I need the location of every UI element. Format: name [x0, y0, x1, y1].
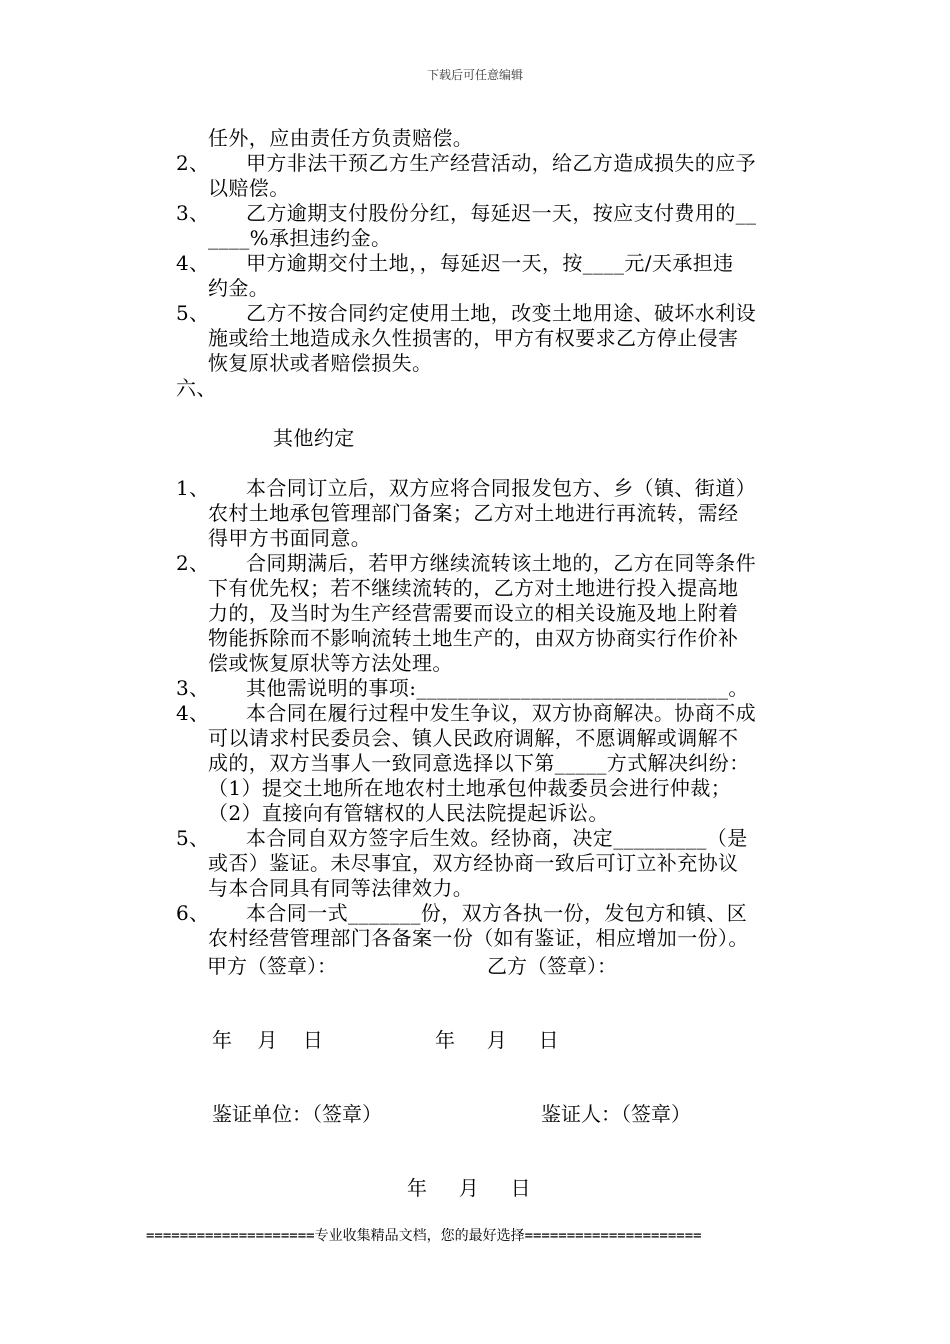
clause-number: 2、 — [176, 151, 210, 175]
clause-number: 3、 — [176, 201, 210, 225]
clause-item — [176, 676, 812, 701]
clause-line: 本合同自双方签字后生效。经协商，决定_________（是 — [246, 826, 748, 850]
page-footer: ====================专业收集精品文档，您的最好选择===================== — [146, 1228, 702, 1244]
clause-line: 施或给土地造成永久性损害的，甲方有权要求乙方停止侵害 — [208, 326, 739, 350]
clause-item — [176, 251, 812, 301]
clause-line: 或否）鉴证。未尽事宜，双方经协商一致后可订立补充协议 — [208, 851, 739, 875]
clause-line: 与本合同具有同等法律效力。 — [208, 876, 474, 900]
party-b-date: 年 月 日 — [435, 1028, 559, 1052]
clause-line: （1）提交土地所在地农村土地承包仲裁委员会进行仲裁； — [208, 776, 732, 800]
clause-item — [176, 301, 812, 376]
clause-line: 力的，及当时为生产经营需要而设立的相关设施及地上附着 — [208, 601, 739, 625]
verify-date: 年 月 日 — [407, 1176, 531, 1200]
clause-line: 本合同订立后，双方应将合同报发包方、乡（镇、街道） — [246, 476, 756, 500]
clause-number: 5、 — [176, 301, 210, 325]
clause-line: 约金。 — [208, 276, 270, 300]
other-terms-items — [176, 476, 812, 951]
clause-line: 恢复原状或者赔偿损失。 — [208, 351, 433, 375]
clause-line: 乙方逾期支付股份分红，每延迟一天，按应支付费用的__ — [246, 201, 757, 225]
clause-line: 本合同在履行过程中发生争议，双方协商解决。协商不成 — [246, 701, 756, 725]
section-heading-other — [176, 376, 812, 476]
clause-item — [176, 701, 812, 826]
clause-item — [176, 151, 812, 201]
clause-line: 甲方逾期交付土地，，每延迟一天，按____元/天承担违 — [246, 251, 734, 275]
clause-line: 偿或恢复原状等方法处理。 — [208, 651, 453, 675]
clause-line: 乙方不按合同约定使用土地，改变土地用途、破坏水利设 — [246, 301, 756, 325]
clause-number: 2、 — [176, 551, 210, 575]
clause-item — [176, 826, 812, 901]
verify-unit-signature: 鉴证单位：（签章） — [212, 1102, 382, 1126]
page-header: 下载后可任意编辑 — [426, 68, 523, 82]
clause-item — [176, 201, 812, 251]
clause-line: ____%承担违约金。 — [208, 226, 392, 250]
clause-line: 本合同一式_______份，双方各执一份，发包方和镇、区 — [246, 901, 748, 925]
clause-item — [176, 901, 812, 951]
liability-items — [176, 151, 812, 376]
continued-line: 任外，应由责任方负责赔偿。 — [208, 126, 474, 150]
clause-number: 4、 — [176, 701, 210, 725]
party-a-signature: 甲方（签章）： — [207, 954, 337, 978]
clause-line: 甲方非法干预乙方生产经营活动，给乙方造成损失的应予 — [246, 151, 756, 175]
clause-line: 物能拆除而不影响流转土地生产的，由双方协商实行作价补 — [208, 626, 739, 650]
clause-number: 3、 — [176, 676, 210, 700]
clause-line: 以赔偿。 — [208, 176, 290, 200]
party-a-date: 年 月 日 — [212, 1028, 323, 1052]
clause-number: 5、 — [176, 826, 210, 850]
clause-line: 其他需说明的事项:______________________________。 — [246, 676, 749, 700]
party-b-signature: 乙方（签章）： — [487, 954, 617, 978]
clause-line: （2）直接向有管辖权的人民法院提起诉讼。 — [208, 801, 609, 825]
clause-line: 下有优先权；若不继续流转的，乙方对土地进行投入提高地 — [208, 576, 739, 600]
clause-item — [176, 551, 812, 676]
clause-line: 得甲方书面同意。 — [208, 526, 372, 550]
clause-line: 合同期满后，若甲方继续流转该土地的，乙方在同等条件 — [246, 551, 756, 575]
clause-line: 成的，双方当事人一致同意选择以下第_____方式解决纠纷： — [208, 751, 750, 775]
clause-line: 可以请求村民委员会、镇人民政府调解，不愿调解或调解不 — [208, 726, 739, 750]
clause-line: 农村土地承包管理部门备案；乙方对土地进行再流转，需经 — [208, 501, 739, 525]
clause-number: 6、 — [176, 901, 210, 925]
section-title: 其他约定 — [273, 426, 355, 450]
contract-body — [176, 126, 812, 951]
clause-number: 1、 — [176, 476, 210, 500]
clause-item — [176, 476, 812, 551]
clause-number: 4、 — [176, 251, 210, 275]
clause-line: 农村经营管理部门各备案一份（如有鉴证，相应增加一份）。 — [208, 926, 749, 950]
section-number: 六、 — [176, 376, 217, 400]
verifier-signature: 鉴证人：（签章） — [541, 1102, 691, 1126]
